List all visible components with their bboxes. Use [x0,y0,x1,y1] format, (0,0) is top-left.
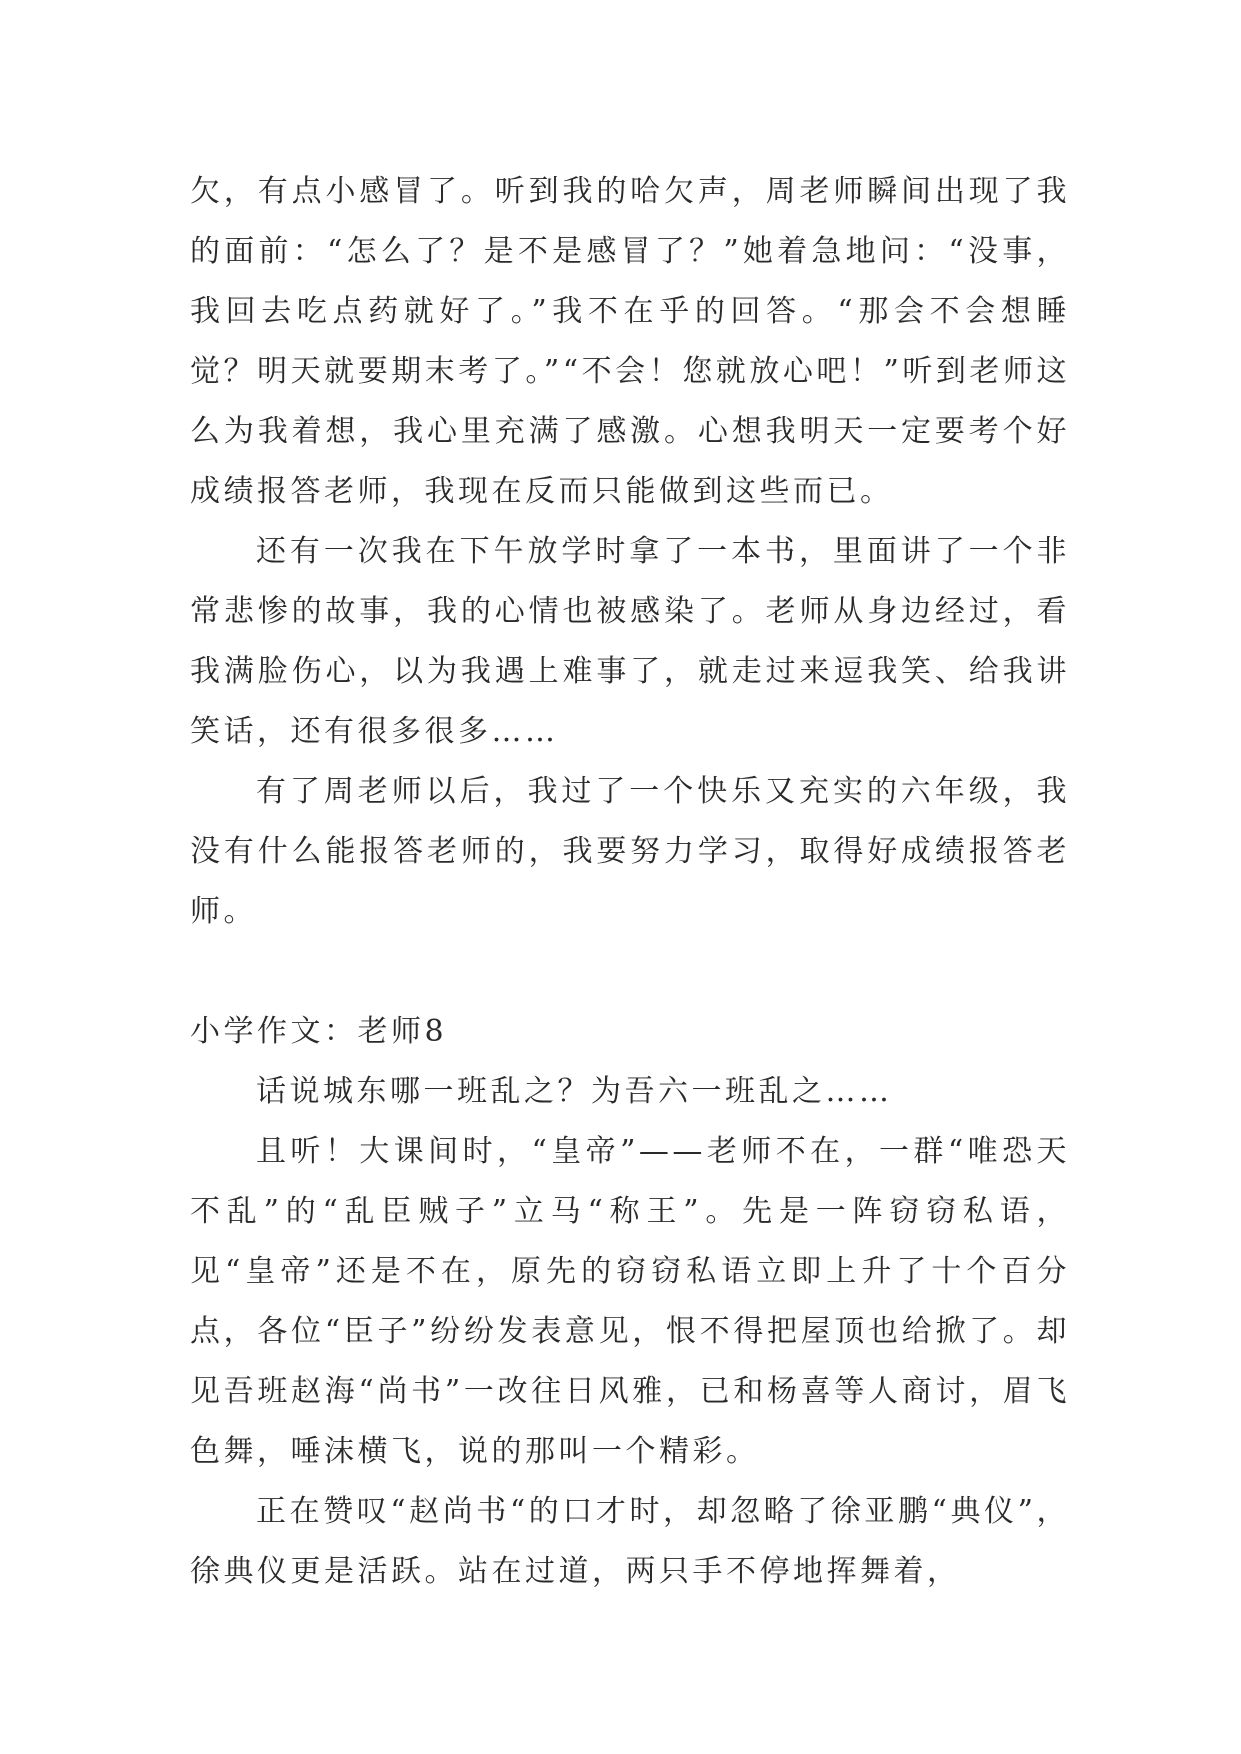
paragraph: 话说城东哪一班乱之？为吾六一班乱之…… [256,1074,893,1109]
paragraph: 有了周老师以后，我过了一个快乐又充实的六年级，我没有什么能报答老师的，我要努力学习，取得好成绩报答老师。 [190,774,1070,929]
section-title: 小学作文：老师8 [190,1014,448,1049]
paragraph: 正在赞叹“赵尚书“的口才时，却忽略了徐亚鹏“典仪”，徐典仪更是活跃。站在过道，两只手不停地挥舞着， [190,1494,1070,1589]
document-body [190,162,1070,1602]
paragraph-continued: 欠，有点小感冒了。听到我的哈欠声，周老师瞬间出现了我的面前：“怎么了？是不是感冒了？”她着急地问：“没事，我回去吃点药就好了。”我不在乎的回答。“那会不会想睡觉？明天就要期末考了。”“不会！您就放心吧！”听到老师这么为我着想，我心里充满了感激。心想我明天一定要考个好成绩报答老师，我现在反而只能做到这些而已。 [190,174,1070,509]
paragraph: 还有一次我在下午放学时拿了一本书，里面讲了一个非常悲惨的故事，我的心情也被感染了。老师从身边经过，看我满脸伤心，以为我遇上难事了，就走过来逗我笑、给我讲笑话，还有很多很多…… [190,534,1070,749]
paragraph: 且听！大课间时，“皇帝”——老师不在，一群“唯恐天不乱”的“乱臣贼子”立马“称王”。先是一阵窃窃私语，见“皇帝”还是不在，原先的窃窃私语立即上升了十个百分点，各位“臣子”纷纷发表意见，恨不得把屋顶也给掀了。却见吾班赵海“尚书”一改往日风雅，已和杨喜等人商讨，眉飞色舞，唾沫横飞，说的那叫一个精彩。 [190,1134,1070,1469]
section-spacer [190,942,1070,1002]
